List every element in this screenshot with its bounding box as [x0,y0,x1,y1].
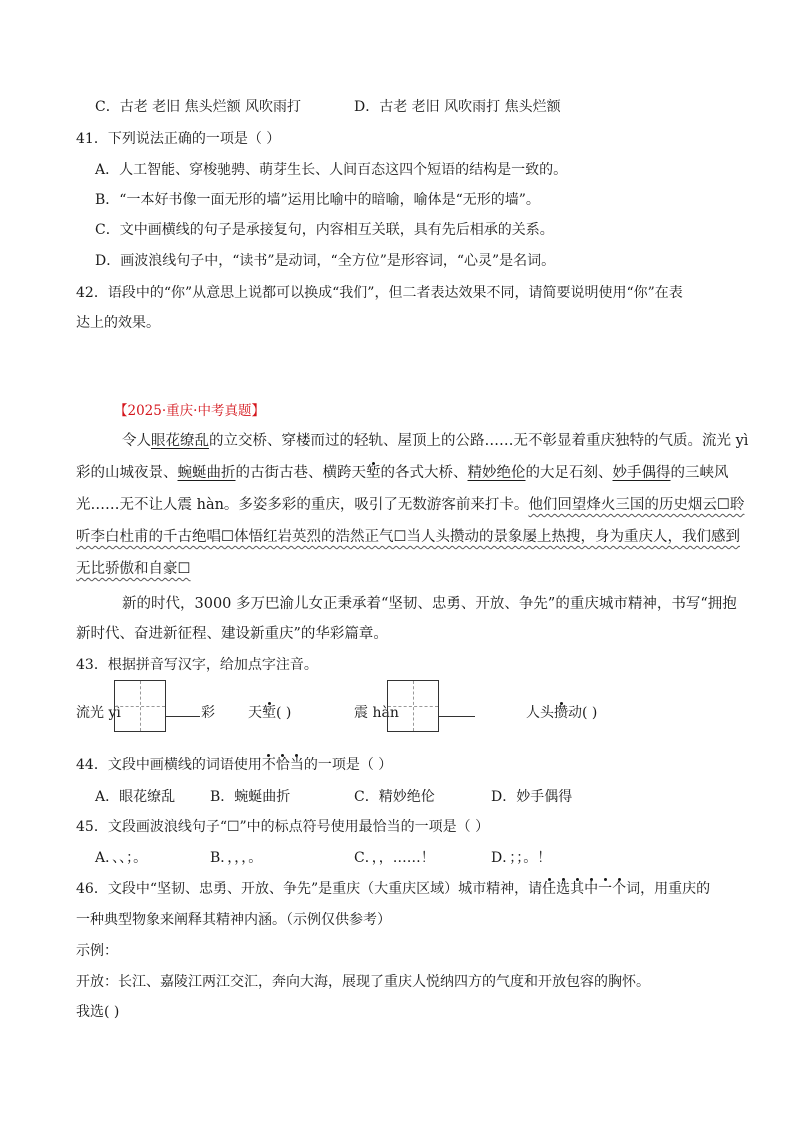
q43-item4: 人头攒动( ) [526,705,598,721]
q44-option-d: D．妙手偶得 [491,789,573,805]
q46-stem-line2: 一种典型物象来阐释其精神内涵。（示例仅供参考） [76,912,391,928]
q46-example-label: 示例： [76,943,118,959]
q43-item1-prefix: 流光 yì [76,705,121,721]
character-box-2[interactable] [387,680,439,732]
dotted-char-qian: 堑 [366,465,381,481]
underlined-phrase-2: 蜿蜒曲折 [177,465,236,481]
q41-option-a: A．人工智能、穿梭驰骋、萌芽生长、人间百态这四个短语的结构是一致的。 [95,162,568,178]
wavy-sentence-start: 他们回望烽火三国的历史烟云☐聆 [528,497,745,513]
q45-option-c: C．，，……！ [354,850,435,866]
q46-choice-blank[interactable]: 我选( ) [76,1004,120,1020]
q43-item2: 天堑( ) [248,705,292,721]
q43-item3-prefix: 震 hàn [354,705,399,721]
q46-stem-line1: 46．文段中“坚韧、忠勇、开放、争先”是重庆（大重庆区域）城市精神，请任选其中一个词，用重庆的 [76,881,711,897]
source-tag: 【2025·重庆·中考真题】 [114,403,265,419]
passage-line-2: 彩的山城夜景、蜿蜒曲折的古街古巷、横跨天堑的各式大桥、精妙绝伦的大足石刻、妙手偶得的三峡风 [76,465,729,481]
q46-example-text: 开放：长江、嘉陵江两江交汇，奔向大海，展现了重庆人悦纳四方的气度和开放包容的胸怀。 [76,974,650,990]
q45-option-b: B．，，，。 [210,850,263,866]
q40-option-c: C．古老 老旧 焦头烂额 风吹雨打 [95,99,302,115]
q44-stem: 44．文段中画横线的词语使用不恰当的一项是（ ） [76,757,393,773]
q41-option-b: B．“一本好书像一面无形的墙”运用比喻中的暗喻，喻体是“无形的墙”。 [95,192,540,208]
q44-option-c: C．精妙绝伦 [354,789,435,805]
underlined-phrase-4: 妙手偶得 [612,465,671,481]
q45-option-a: A．、、；。 [95,850,148,866]
q43-item1-suffix: 彩 [201,705,215,721]
underlined-phrase-3: 精妙绝伦 [467,465,526,481]
answer-blank-1[interactable] [166,716,200,717]
q42-stem-line2: 达上的效果。 [76,315,160,331]
q41-option-c: C．文中画横线的句子是承接复句，内容相互关联，具有先后相承的关系。 [95,222,554,238]
q43-stem: 43．根据拼音写汉字，给加点字注音。 [76,657,318,673]
underlined-phrase-1: 眼花缭乱 [151,433,209,449]
passage-line-5: 无比骄傲和自豪☐ [76,561,191,577]
character-box-1[interactable] [114,680,166,732]
q44-option-a: A．眼花缭乱 [95,789,176,805]
passage-line-4: 听李白杜甫的千古绝唱☐体悟红岩英烈的浩然正气☐当人头攒动的景象屡上热搜，身为重庆人，我们感到 [76,529,740,545]
passage-line-1: 令人眼花缭乱的立交桥、穿楼而过的轻轨、屋顶上的公路……无不彰显着重庆独特的气质。流光 yì [122,433,749,449]
q45-stem: 45．文段画波浪线句子“☐”中的标点符号使用最恰当的一项是（ ） [76,819,490,835]
passage-line-6: 新的时代，3000 多万巴渝儿女正秉承着“坚韧、忠勇、开放、争先”的重庆城市精神，书写“拥抱 [122,596,737,612]
passage-line-7: 新时代、奋进新征程、建设新重庆”的华彩篇章。 [76,626,388,642]
dotted-char-qian-2: 堑 [262,705,276,721]
answer-blank-2[interactable] [439,716,475,717]
q42-stem-line1: 42．语段中的“你”从意思上说都可以换成“我们”，但二者表达效果不同，请简要说明使用“你”在表 [76,285,683,301]
q41-stem: 41．下列说法正确的一项是（ ） [76,131,281,147]
dotted-char-zan: 攒 [554,705,568,721]
q44-option-b: B．蜿蜒曲折 [210,789,291,805]
q41-option-d: D．画波浪线句子中，“读书”是动词，“全方位”是形容词，“心灵”是名词。 [95,253,556,269]
q40-option-d: D．古老 老旧 风吹雨打 焦头烂额 [354,99,561,115]
passage-line-3: 光……无不让人震 hàn。多姿多彩的重庆，吸引了无数游客前来打卡。他们回望烽火三国的历史烟云☐聆 [76,497,745,513]
q45-option-d: D．；；。！ [491,850,552,866]
